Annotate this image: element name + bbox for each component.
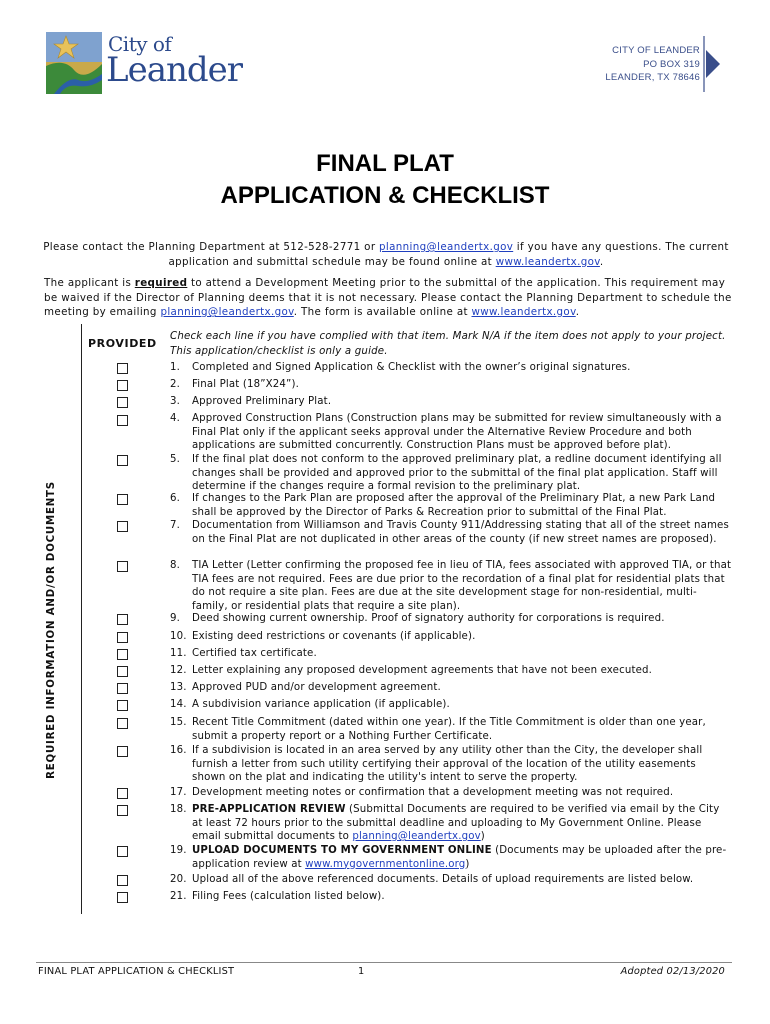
item-number: 13. (170, 682, 187, 693)
item-9-checkbox[interactable] (117, 614, 128, 625)
item-text: Development meeting notes or confirmation that a development meeting was not required. (192, 787, 674, 798)
checklist-item (170, 786, 732, 800)
footer-divider (36, 962, 732, 963)
item-number: 5. (170, 454, 181, 465)
upload-documents-heading: UPLOAD DOCUMENTS TO MY GOVERNMENT ONLINE (192, 845, 492, 856)
header-arrow-icon (703, 36, 721, 92)
contact-paragraph (40, 240, 732, 269)
item-number: 19. (170, 845, 187, 856)
item-text (192, 803, 732, 844)
checklist-item (170, 647, 732, 661)
item-10-checkbox[interactable] (117, 632, 128, 643)
item-text: Completed and Signed Application & Checklist with the owner’s original signatures. (192, 362, 631, 373)
item-number: 2. (170, 379, 181, 390)
item-text: Deed showing current ownership. Proof of signatory authority for corporations is required. (192, 613, 665, 624)
item-6-checkbox[interactable] (117, 494, 128, 505)
checklist-item (170, 681, 732, 695)
item-14-checkbox[interactable] (117, 700, 128, 711)
logo-emblem-icon (44, 30, 104, 96)
item-text-part: ) (480, 831, 485, 843)
item-number: 15. (170, 717, 187, 728)
provided-column-header: PROVIDED (88, 337, 157, 350)
checklist-item (170, 612, 732, 626)
item-1-checkbox[interactable] (117, 363, 128, 374)
item-text (192, 844, 732, 871)
item-text-part: ) (465, 858, 470, 870)
checklist-item (170, 664, 732, 678)
item-16-checkbox[interactable] (117, 746, 128, 757)
requirement-text: The applicant is (44, 277, 135, 289)
city-website-link[interactable]: www.leandertx.gov (495, 255, 600, 268)
section-divider (81, 324, 82, 914)
item-17-checkbox[interactable] (117, 788, 128, 799)
item-text: If the final plat does not conform to the approved preliminary plat, a redline document identifying all changes shall be provided and approved prior to the submittal of the final plat application. Staff will determine if the changes require a formal revision to the preliminary plat. (192, 454, 722, 493)
item-20-checkbox[interactable] (117, 875, 128, 886)
item-number: 18. (170, 804, 187, 815)
planning-email-link[interactable]: planning@leandertx.gov (379, 241, 514, 253)
item-text: TIA Letter (Letter confirming the proposed fee in lieu of TIA, fees associated with approved TIA, or that TIA fees are not required. Fees are due prior to the recordation of a final plat for residential plats that do not require a site plan. Fees are due at the site development stage for non-residential, multi-family, or residential plats that require a site plan). (192, 560, 732, 612)
checklist-item (170, 395, 732, 409)
item-number: 9. (170, 613, 181, 624)
address-line: CITY OF LEANDER (612, 45, 700, 56)
item-text-part: (Submittal Documents are required to be verified via email by the City at least 72 hours prior to the submittal deadline and uploading to My Government Online. Please email submittal documents to (192, 804, 720, 843)
item-4-checkbox[interactable] (117, 415, 128, 426)
item-text: Approved Construction Plans (Construction plans may be submitted for review simultaneously with a Final Plat only if the applicant seeks approval under the Alternative Review Procedure and both applications are submitted concurrently. Construction Plans must be approved before plat). (192, 413, 722, 452)
mygovernmentonline-link[interactable]: www.mygovernmentonline.org (305, 858, 466, 870)
checklist-item (170, 630, 732, 644)
planning-email-link[interactable]: planning@leandertx.gov (352, 831, 481, 843)
item-15-checkbox[interactable] (117, 718, 128, 729)
item-8-checkbox[interactable] (117, 561, 128, 572)
logo-city-text: City of (108, 32, 172, 56)
item-number: 10. (170, 631, 187, 642)
footer-page-number: 1 (358, 966, 365, 977)
logo-leander-text: Leander (106, 50, 243, 90)
footer-adopted-date: Adopted 02/13/2020 (620, 966, 725, 977)
item-18-checkbox[interactable] (117, 805, 128, 816)
item-text: Approved Preliminary Plat. (192, 396, 332, 407)
item-number: 17. (170, 787, 187, 798)
footer-document-title: FINAL PLAT APPLICATION & CHECKLIST (38, 966, 235, 977)
requirement-text: . The form is available online at (293, 306, 472, 319)
checklist-item (170, 844, 732, 871)
item-number: 11. (170, 648, 187, 659)
item-7-checkbox[interactable] (117, 521, 128, 532)
required-word: required (134, 277, 188, 289)
checklist-item (170, 378, 732, 392)
item-12-checkbox[interactable] (117, 666, 128, 677)
address-line: LEANDER, TX 78646 (605, 72, 700, 83)
checklist-item (170, 412, 732, 453)
city-of-leander-logo (44, 30, 244, 98)
item-number: 4. (170, 413, 181, 424)
item-number: 3. (170, 396, 181, 407)
page-title: FINAL PLAT (316, 150, 454, 177)
page-subtitle: APPLICATION & CHECKLIST (220, 182, 550, 209)
planning-email-link[interactable]: planning@leandertx.gov (160, 306, 294, 319)
contact-text: . (599, 255, 604, 268)
item-number: 21. (170, 891, 187, 902)
item-text: If a subdivision is located in an area served by any utility other than the City, the developer shall furnish a letter from such utility certifying their approval of the location of the utility easements shown on the plat and indicating the utility's intent to serve the property. (192, 745, 703, 784)
item-text: If changes to the Park Plan are proposed after the approval of the Preliminary Plat, a new Park Land shall be approved by the Director of Parks & Recreation prior to submittal of the Final Plat. (192, 493, 716, 518)
item-text: Existing deed restrictions or covenants (if applicable). (192, 631, 476, 642)
item-text: Upload all of the above referenced documents. Details of upload requirements are listed below. (192, 874, 694, 885)
item-text-part: (Documents may be uploaded after the pre-application review at (192, 845, 727, 870)
item-text: Approved PUD and/or development agreement. (192, 682, 441, 693)
checklist-item (170, 698, 732, 712)
item-21-checkbox[interactable] (117, 892, 128, 903)
requirement-text: . (575, 306, 580, 319)
checklist-item (170, 453, 732, 494)
item-text: Filing Fees (calculation listed below). (192, 891, 385, 902)
item-number: 16. (170, 745, 187, 756)
item-19-checkbox[interactable] (117, 846, 128, 857)
checklist-item (170, 361, 732, 375)
item-text: Recent Title Commitment (dated within one year). If the Title Commitment is older than one year, submit a property report or a Nothing Further Certificate. (192, 717, 706, 742)
contact-text: if you have any questions. The current application and submittal schedule may be found online at (168, 241, 729, 268)
checklist-item (170, 873, 732, 887)
item-text: Letter explaining any proposed development agreements that have not been executed. (192, 665, 653, 676)
item-text: Certified tax certificate. (192, 648, 317, 659)
item-text: A subdivision variance application (if applicable). (192, 699, 450, 710)
city-address (605, 44, 700, 85)
city-website-link[interactable]: www.leandertx.gov (471, 306, 576, 319)
item-number: 14. (170, 699, 187, 710)
item-text: Final Plat (18”X24”). (192, 379, 299, 390)
requirement-text: to attend a Development Meeting prior to the submittal of the application. This requirement may be waived if the Director of Planning deems that it is not necessary. Please contact the Planning Department to schedule the meeting by emailing (44, 277, 732, 319)
pre-application-review-heading: PRE-APPLICATION REVIEW (192, 804, 346, 815)
item-2-checkbox[interactable] (117, 380, 128, 391)
item-number: 1. (170, 362, 181, 373)
contact-text: Please contact the Planning Department at 512-528-2771 or (43, 241, 380, 253)
item-11-checkbox[interactable] (117, 649, 128, 660)
item-5-checkbox[interactable] (117, 455, 128, 466)
checklist-item (170, 519, 732, 546)
checklist-item (170, 890, 732, 904)
requirement-paragraph (44, 276, 734, 320)
checklist-item (170, 559, 732, 613)
item-number: 12. (170, 665, 187, 676)
item-text: Documentation from Williamson and Travis County 911/Addressing stating that all of the street names on the Final Plat are not duplicated in other areas of the county (if new street names are proposed). (192, 520, 729, 545)
item-number: 20. (170, 874, 187, 885)
checklist-instructions: Check each line if you have complied with that item. Mark N/A if the item does not apply to your project. This application/checklist is only a guide. (170, 331, 726, 357)
item-3-checkbox[interactable] (117, 397, 128, 408)
item-number: 6. (170, 493, 181, 504)
item-number: 8. (170, 560, 181, 571)
checklist-item (170, 716, 732, 743)
item-13-checkbox[interactable] (117, 683, 128, 694)
checklist-item (170, 803, 732, 844)
address-line: PO BOX 319 (643, 58, 700, 70)
checklist-item (170, 492, 732, 519)
item-number: 7. (170, 520, 181, 531)
side-section-label: REQUIRED INFORMATION AND/OR DOCUMENTS (46, 481, 57, 779)
checklist-item (170, 744, 732, 785)
